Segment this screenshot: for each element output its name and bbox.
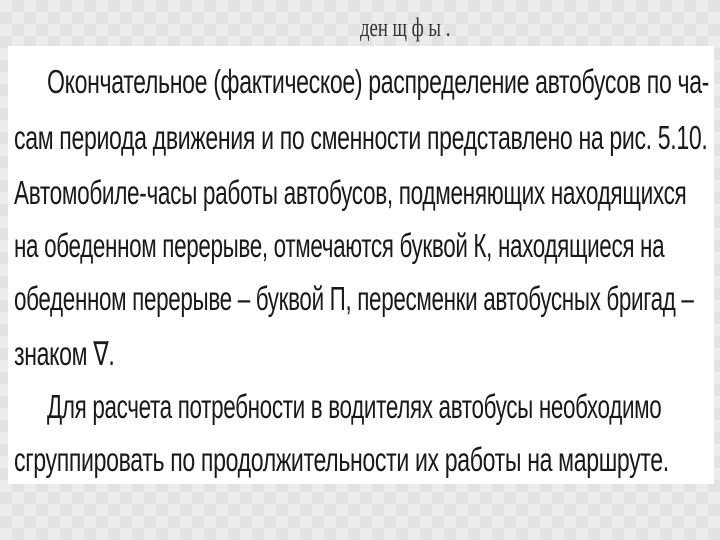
paragraph-line-2: сам периода движения и по сменности представлено на рис. 5.10. <box>14 119 708 156</box>
paragraph-line-1: Окончательное (фактическое) распределение автобусов по ча- <box>47 63 710 100</box>
paragraph-line-6: знаком ∇. <box>14 335 115 372</box>
paragraph-line-8: сгруппировать по продолжительности их работы на маршруте. <box>14 441 669 478</box>
paragraph-line-3: Автомобиле-часы работы автобусов, подменяющих находящихся <box>14 174 687 211</box>
paragraph-line-7: Для расчета потребности в водителях автобусы необходимо <box>47 388 662 425</box>
paragraph-line-5: обеденном перерыве – буквой П, пересменки автобусных бригад – <box>14 280 694 317</box>
paragraph-line-4: на обеденном перерыве, отмечаются буквой К, находящиеся на <box>14 227 665 264</box>
cropped-top-line: ден щ ф ы . <box>360 13 451 42</box>
